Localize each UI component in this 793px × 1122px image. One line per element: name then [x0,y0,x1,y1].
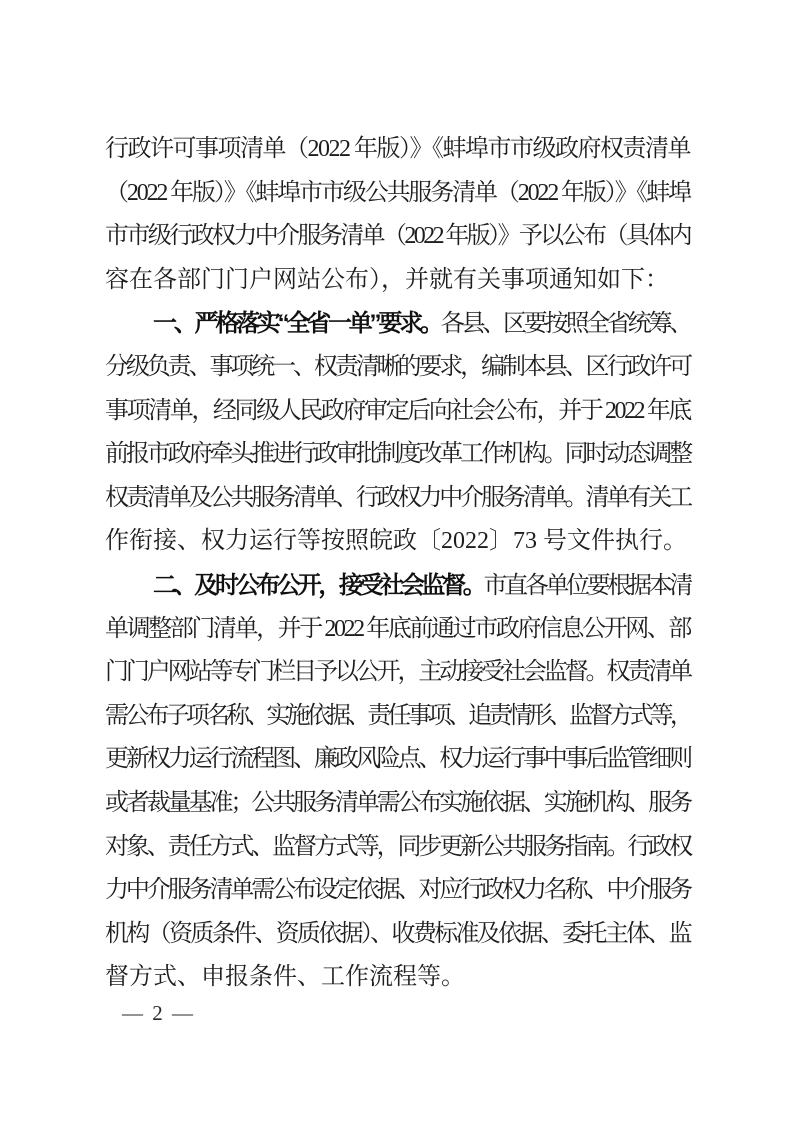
text-line [105,869,690,913]
heading-segment: 二、及时公布公开，接受社会监督。 [153,571,484,599]
text-line [105,826,690,870]
text-segment: 作衔接、权力运行等按照皖政〔2022〕73 号文件执行。 [105,528,687,555]
text-line [105,608,690,652]
text-line [105,433,690,477]
text-segment: 督方式、申报条件、工作流程等。 [105,964,465,991]
text-segment: 分级负责、事项统一、权责清晰的要求，编制本县、区行政许可 [105,353,690,380]
page-number: — 2 — [122,1001,195,1025]
heading-segment: 一、严格落实“全省一单”要求。 [153,310,441,338]
text-line [105,346,690,390]
text-segment: （2022 年版）》《蚌埠市市级公共服务清单（2022 年版）》《蚌埠 [105,179,690,206]
text-segment: 事项清单，经同级人民政府审定后向社会公布，并于 2022 年底 [105,397,690,424]
text-line [105,738,690,782]
text-segment: 对象、责任方式、监督方式等，同步更新公共服务指南。行政权 [105,833,690,860]
text-line [105,215,690,259]
text-segment: 更新权力运行流程图、廉政风险点、权力运行事中事后监管细则 [105,746,690,773]
text-segment: 需公布子项名称、实施依据、责任事项、追责情形、监督方式等， [105,702,690,729]
text-segment: 机构（资质条件、资质依据）、收费标准及依据、委托主体、监 [105,920,690,947]
text-line [105,956,690,1000]
text-line [105,913,690,957]
text-segment: 或者裁量基准；公共服务清单需公布实施依据、实施机构、服务 [105,789,690,816]
text-line [105,520,690,564]
text-segment: 各县、区要按照全省统筹、 [440,311,691,338]
text-segment: 市市级行政权力中介服务清单（2022 年版）》予以公布（具体内 [105,223,690,250]
text-line [105,782,690,826]
text-line [105,651,690,695]
text-segment: 门门户网站等专门栏目予以公开，主动接受社会监督。权责清单 [105,659,690,686]
text-line [105,172,690,216]
text-segment: 力中介服务清单需公布设定依据、对应行政权力名称、中介服务 [105,877,690,904]
text-segment: 前报市政府牵头推进行政审批制度改革工作机构。同时动态调整 [105,441,690,468]
text-line [105,259,690,303]
text-segment: 单调整部门清单，并于 2022 年底前通过市政府信息公开网、部 [105,615,690,642]
text-segment: 容在各部门门户网站公布），并就有关事项通知如下： [105,266,669,293]
text-line [105,128,690,172]
text-line [105,477,690,521]
text-line [105,390,690,434]
text-line [105,695,690,739]
text-line [105,302,690,346]
text-segment: 权责清单及公共服务清单、行政权力中介服务清单。清单有关工 [105,484,690,511]
text-line [105,564,690,608]
text-segment: 市直各单位要根据本清 [483,572,691,599]
text-segment: 行政许可事项清单（2022 年版）》《蚌埠市市级政府权责清单 [105,136,690,162]
document-body [105,128,690,1000]
